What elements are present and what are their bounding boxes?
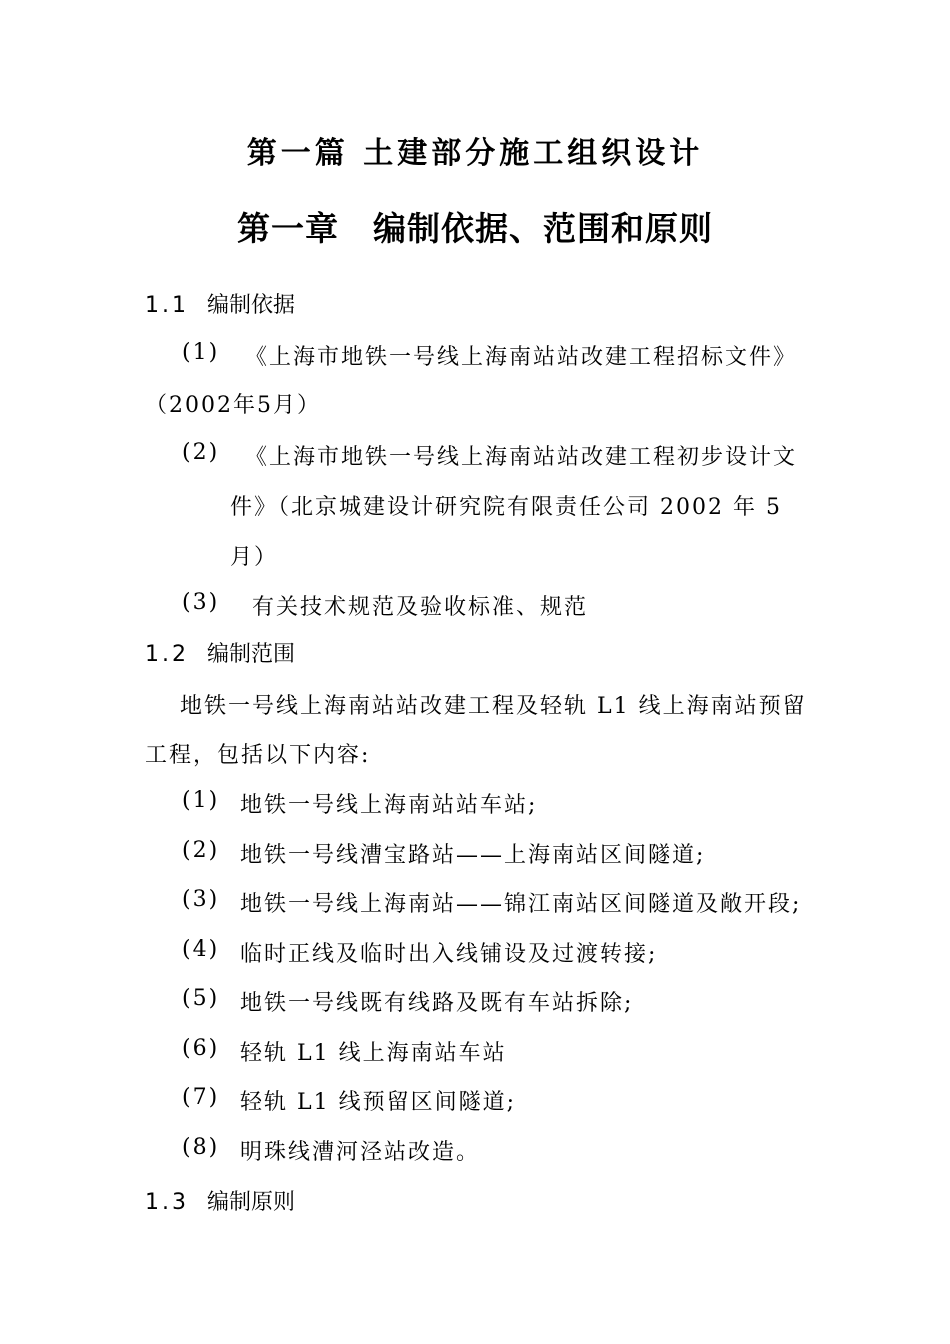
list-item-number: (3) [182, 887, 220, 912]
list-item-number: (4) [182, 937, 220, 962]
list-item-text: 《上海市地铁一号线上海南站站改建工程初步设计文 [245, 445, 798, 470]
paragraph-line: 地铁一号线上海南站站改建工程及轻轨 L1 线上海南站预留 [180, 694, 807, 719]
list-item-text: 地铁一号线漕宝路站——上海南站区间隧道; [240, 843, 706, 868]
section-heading-1-2 [145, 637, 295, 668]
list-item-text: 轻轨 L1 线上海南站车站 [240, 1041, 507, 1066]
list-item-number: (6) [182, 1036, 220, 1061]
list-item-number: (2) [182, 440, 220, 465]
paragraph-line: 工程，包括以下内容: [145, 743, 371, 768]
list-item-number: (8) [182, 1135, 220, 1160]
part-title: 第一篇 土建部分施工组织设计 [246, 136, 704, 171]
section-number: 1.1 [145, 293, 189, 318]
list-item-text: 地铁一号线上海南站——锦江南站区间隧道及敞开段; [240, 892, 802, 917]
section-title: 编制范围 [207, 642, 296, 667]
list-item-text-continued: （2002年5月） [145, 393, 321, 418]
list-item-text-continued: 月） [230, 545, 279, 570]
list-item-text: 有关技术规范及验收标准、规范 [252, 595, 589, 620]
section-heading-1-3 [145, 1185, 295, 1216]
list-item-number: (2) [182, 838, 220, 863]
list-item-text: 《上海市地铁一号线上海南站站改建工程招标文件》 [245, 345, 798, 370]
list-item-number: (1) [182, 340, 220, 365]
chapter-title: 第一章 编制依据、范围和原则 [237, 209, 713, 248]
list-item-number: (3) [182, 590, 220, 615]
list-item-number: (7) [182, 1085, 220, 1110]
list-item-text: 轻轨 L1 线预留区间隧道; [240, 1090, 517, 1115]
list-item-number: (5) [182, 986, 220, 1011]
list-item-text-continued: 件》（北京城建设计研究院有限责任公司 2002 年 5 [230, 495, 782, 520]
list-item-text: 地铁一号线既有线路及既有车站拆除; [240, 991, 634, 1016]
list-item-text: 地铁一号线上海南站站车站; [240, 793, 538, 818]
list-item-text: 临时正线及临时出入线铺设及过渡转接; [240, 942, 658, 967]
section-heading-1-1 [145, 288, 295, 319]
section-number: 1.3 [145, 1190, 189, 1215]
section-number: 1.2 [145, 642, 189, 667]
list-item-text: 明珠线漕河泾站改造。 [240, 1140, 481, 1165]
section-title: 编制依据 [207, 293, 296, 318]
section-title: 编制原则 [207, 1190, 296, 1215]
list-item-number: (1) [182, 788, 220, 813]
